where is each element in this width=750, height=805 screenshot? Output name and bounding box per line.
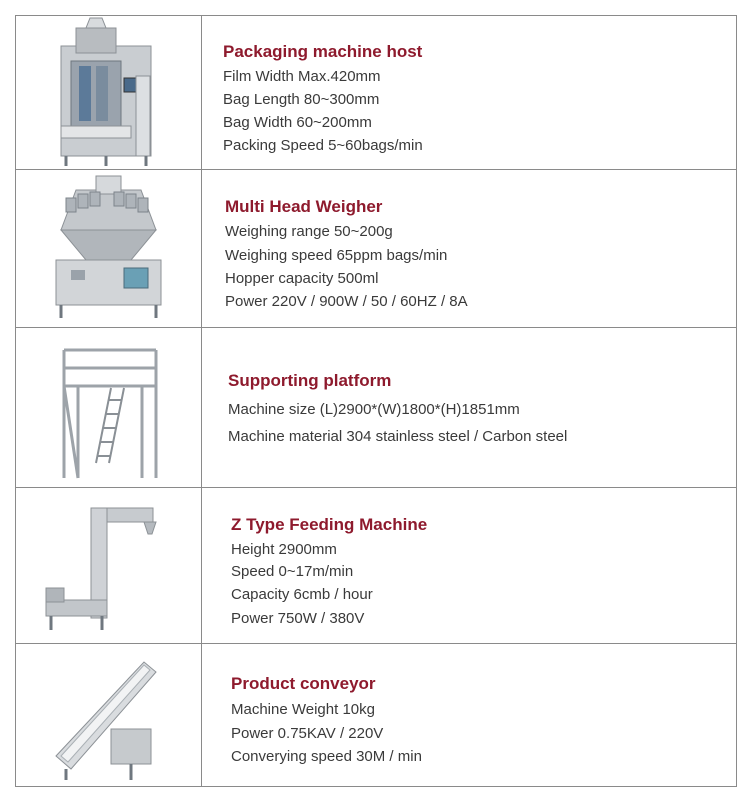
vertical-packaging-machine-icon [16, 16, 201, 169]
spec-line: Bag Length 80~300mm [223, 91, 380, 108]
inclined-conveyor-icon [16, 644, 201, 786]
spec-line: Machine Weight 10kg [231, 701, 375, 718]
spec-line: Hopper capacity 500ml [225, 270, 379, 287]
spec-line: Speed 0~17m/min [231, 563, 354, 580]
product-title: Packaging machine host [223, 42, 423, 61]
image-cell [16, 170, 202, 328]
spec-line: Bag Width 60~200mm [223, 114, 372, 131]
spec-line: Height 2900mm [231, 541, 337, 558]
image-cell [16, 488, 202, 644]
spec-line: Machine material 304 stainless steel / Carbon steel [228, 428, 568, 445]
table-row [16, 644, 737, 787]
multihead-weigher-icon [16, 170, 201, 327]
table-row [16, 170, 737, 328]
image-cell [16, 16, 202, 170]
product-title: Supporting platform [228, 371, 392, 390]
spec-line: Film Width Max.420mm [223, 68, 381, 85]
spec-cell [202, 170, 737, 328]
spec-line: Capacity 6cmb / hour [231, 586, 373, 603]
table-row [16, 488, 737, 644]
spec-line: Packing Speed 5~60bags/min [223, 137, 423, 154]
platform-with-ladder-icon [16, 328, 201, 487]
spec-line: Power 750W / 380V [231, 610, 365, 627]
image-cell [16, 328, 202, 488]
spec-line: Power 220V / 900W / 50 / 60HZ / 8A [225, 293, 468, 310]
table-row [16, 328, 737, 488]
spec-line: Machine size (L)2900*(W)1800*(H)1851mm [228, 401, 520, 418]
spec-table [15, 15, 737, 787]
spec-line: Power 0.75KAV / 220V [231, 725, 384, 742]
spec-cell [202, 488, 737, 644]
product-title: Multi Head Weigher [225, 197, 383, 216]
spec-line: Weighing speed 65ppm bags/min [225, 247, 448, 264]
spec-line: Converying speed 30M / min [231, 748, 422, 765]
table-row [16, 16, 737, 170]
image-cell [16, 644, 202, 787]
spec-cell [202, 644, 737, 787]
spec-cell [202, 16, 737, 170]
product-title: Product conveyor [231, 674, 376, 693]
z-bucket-elevator-icon [16, 488, 201, 643]
product-title: Z Type Feeding Machine [231, 515, 428, 534]
spec-line: Weighing range 50~200g [225, 223, 393, 240]
spec-cell [202, 328, 737, 488]
